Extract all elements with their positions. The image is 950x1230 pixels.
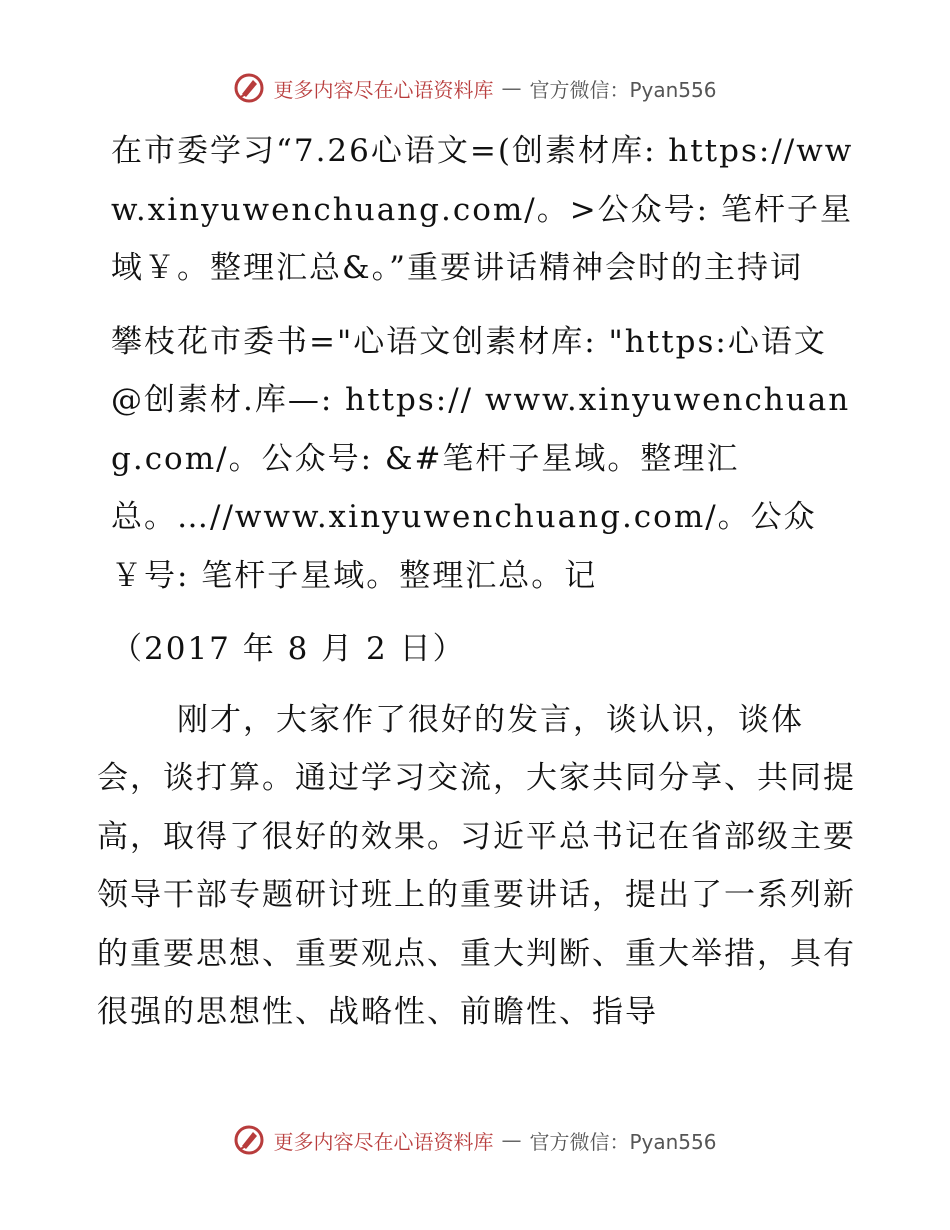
document-date: （2017 年 8 月 2 日）	[111, 631, 466, 667]
banner-wechat: 官方微信：Pyan556	[529, 77, 717, 102]
document-content	[97, 122, 857, 1042]
logo-icon	[233, 1124, 265, 1156]
footer-banner	[0, 1124, 950, 1156]
document-author: 攀枝花市委书="心语文创素材库: "https:心语文@创素材.库—: https:// www.xinyuwenchuang.com/。公众号: &#笔杆子星域。整理汇总。…//www.xinyuwenchuang.com/。公众￥号: 笔杆子星域。整理汇总。记	[111, 323, 851, 594]
banner-wechat: 官方微信：Pyan556	[529, 1129, 717, 1154]
banner-text: 更多内容尽在心语资料库	[273, 1129, 494, 1154]
banner-separator: —	[501, 1128, 522, 1152]
document-body: 刚才，大家作了很好的发言，谈认识，谈体会，谈打算。通过学习交流，大家共同分享、共同提高，取得了很好的效果。习近平总书记在省部级主要领导干部专题研讨班上的重要讲话，提出了一系列新的重要思想、重要观点、重大判断、重大举措，具有很强的思想性、战略性、前瞻性、指导	[97, 701, 856, 1030]
banner-separator: —	[501, 76, 522, 100]
document-title: 在市委学习“7.26心语文=(创素材库: https://www.xinyuwenchuang.com/。>公众号: 笔杆子星域￥。整理汇总&。”重要讲话精神会时的主持词	[111, 133, 854, 286]
header-banner	[0, 72, 950, 104]
logo-icon	[233, 72, 265, 104]
banner-text: 更多内容尽在心语资料库	[273, 77, 494, 102]
